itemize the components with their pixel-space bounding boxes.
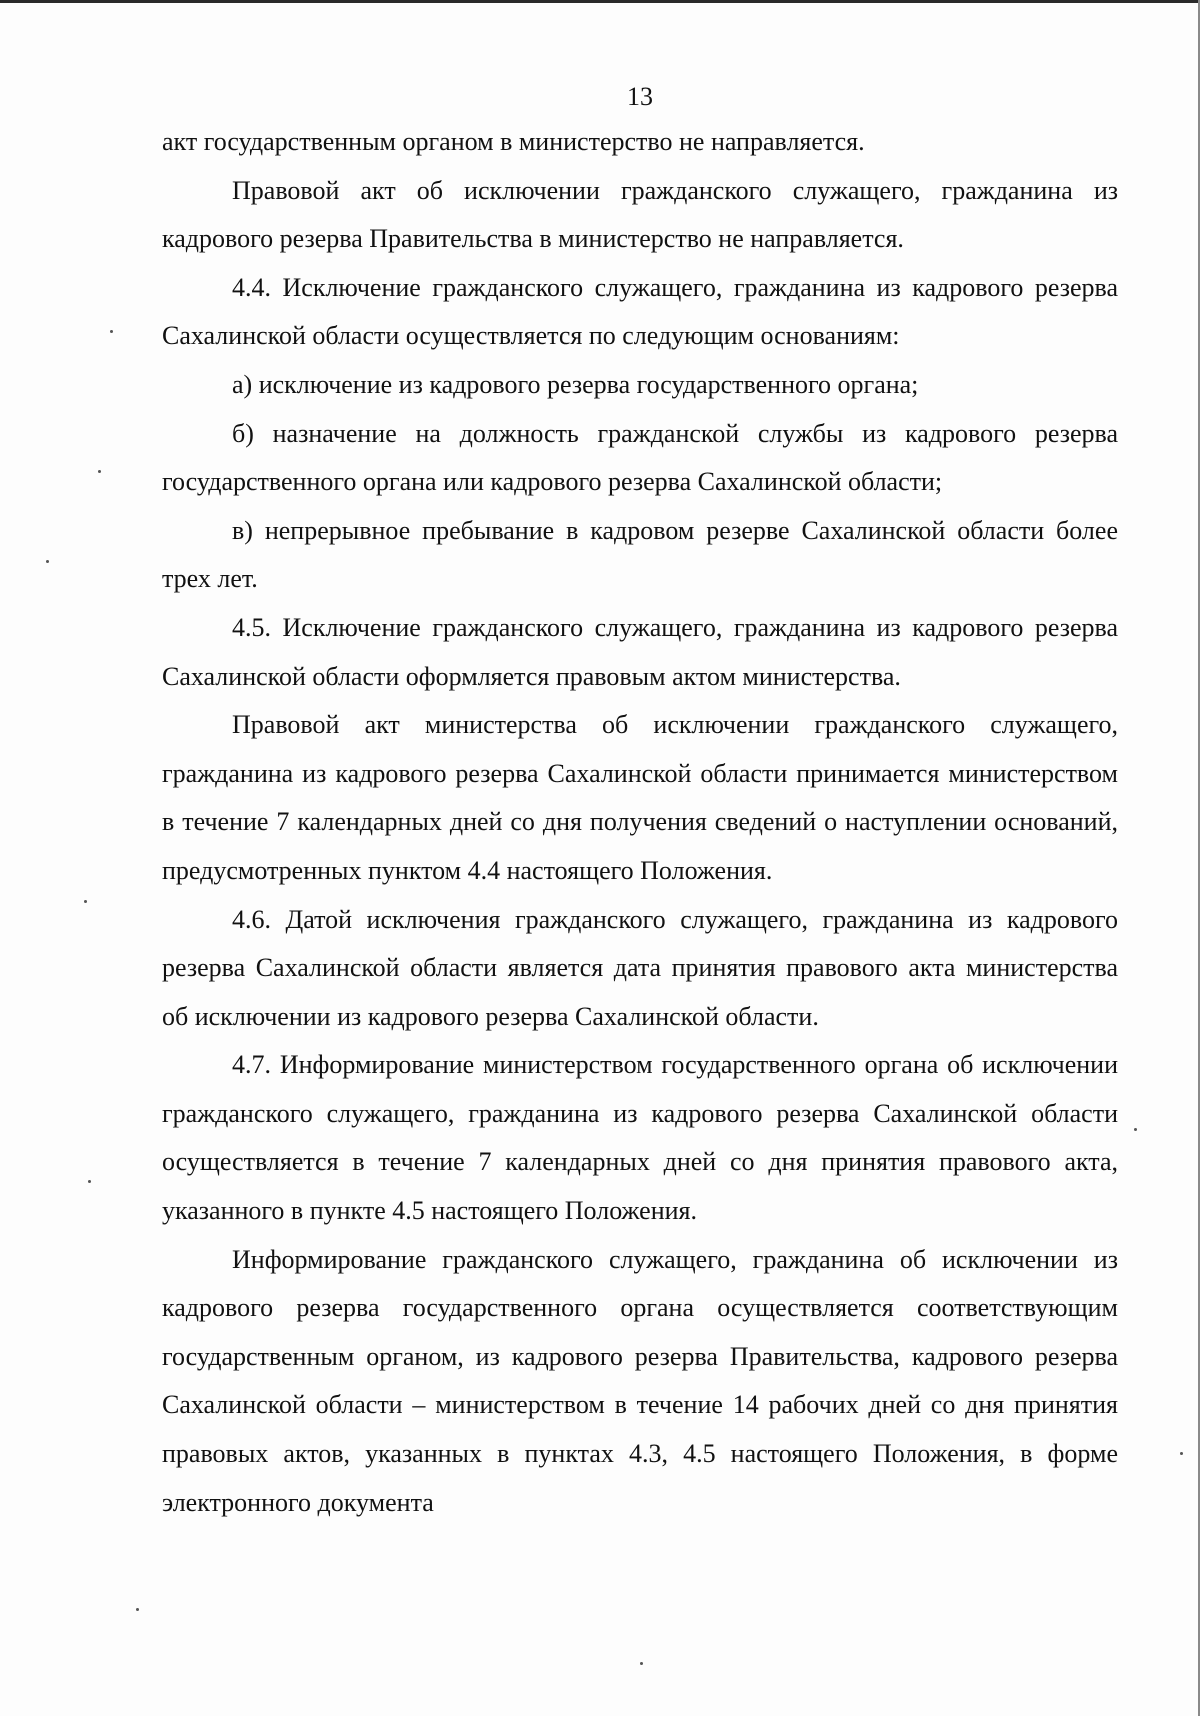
paragraph: б) назначение на должность гражданской службы из кадрового резерва государственного органа или кадрового резерва Сахалинской области; — [162, 418, 1118, 497]
scan-speck — [640, 1662, 643, 1665]
paragraph: 4.5. Исключение гражданского служащего, гражданина из кадрового резерва Сахалинской области оформляется правовым актом министерства. — [162, 612, 1118, 691]
scan-speck — [98, 470, 101, 473]
paragraph: Информирование гражданского служащего, гражданина об исключении из кадрового резерва государственного органа осуществляется соответствующим государственным органом, из кадрового резерва Правительства, кадрового резерва Сахалинской области – министерством в течение 14 рабочих дней со дня принятия правовых актов, указанных в пунктах 4.3, 4.5 настоящего Положения, в форме электронного документа — [162, 1244, 1118, 1517]
paragraph: акт государственным органом в министерство не направляется. — [162, 127, 865, 156]
paragraph: 4.6. Датой исключения гражданского служащего, гражданина из кадрового резерва Сахалинской области является дата принятия правового акта министерства об исключении из кадрового резерва Сахалинской области. — [162, 904, 1118, 1031]
scan-speck — [84, 900, 87, 903]
paragraph: 4.7. Информирование министерством государственного органа об исключении гражданского служащего, гражданина из кадрового резерва Сахалинской области осуществляется в течение 7 календарных дней со дня принятия правового акта, указанного в пункте 4.5 настоящего Положения. — [162, 1050, 1118, 1226]
paragraph: Правовой акт министерства об исключении гражданского служащего, гражданина из кадрового резерва Сахалинской области принимается министерством в течение 7 календарных дней со дня получения сведений о наступлении оснований, предусмотренных пунктом 4.4 настоящего Положения. — [162, 710, 1118, 885]
scan-speck — [110, 330, 113, 333]
scan-top-edge — [0, 0, 1200, 3]
paragraph: а) исключение из кадрового резерва государственного органа; — [232, 369, 919, 399]
scan-speck — [1180, 1452, 1183, 1455]
paragraph: в) непрерывное пребывание в кадровом резерве Сахалинской области более трех лет. — [162, 515, 1118, 594]
document-body — [162, 118, 1118, 1527]
paragraph: 4.4. Исключение гражданского служащего, гражданина из кадрового резерва Сахалинской области осуществляется по следующим основаниям: — [162, 272, 1118, 351]
paragraph: Правовой акт об исключении гражданского служащего, гражданина из кадрового резерва Правительства в министерство не направляется. — [162, 175, 1118, 254]
scan-speck — [136, 1608, 139, 1611]
page-number: 13 — [627, 82, 653, 111]
scan-speck — [88, 1180, 91, 1183]
scan-speck — [1134, 1128, 1137, 1131]
scan-speck — [46, 560, 49, 563]
